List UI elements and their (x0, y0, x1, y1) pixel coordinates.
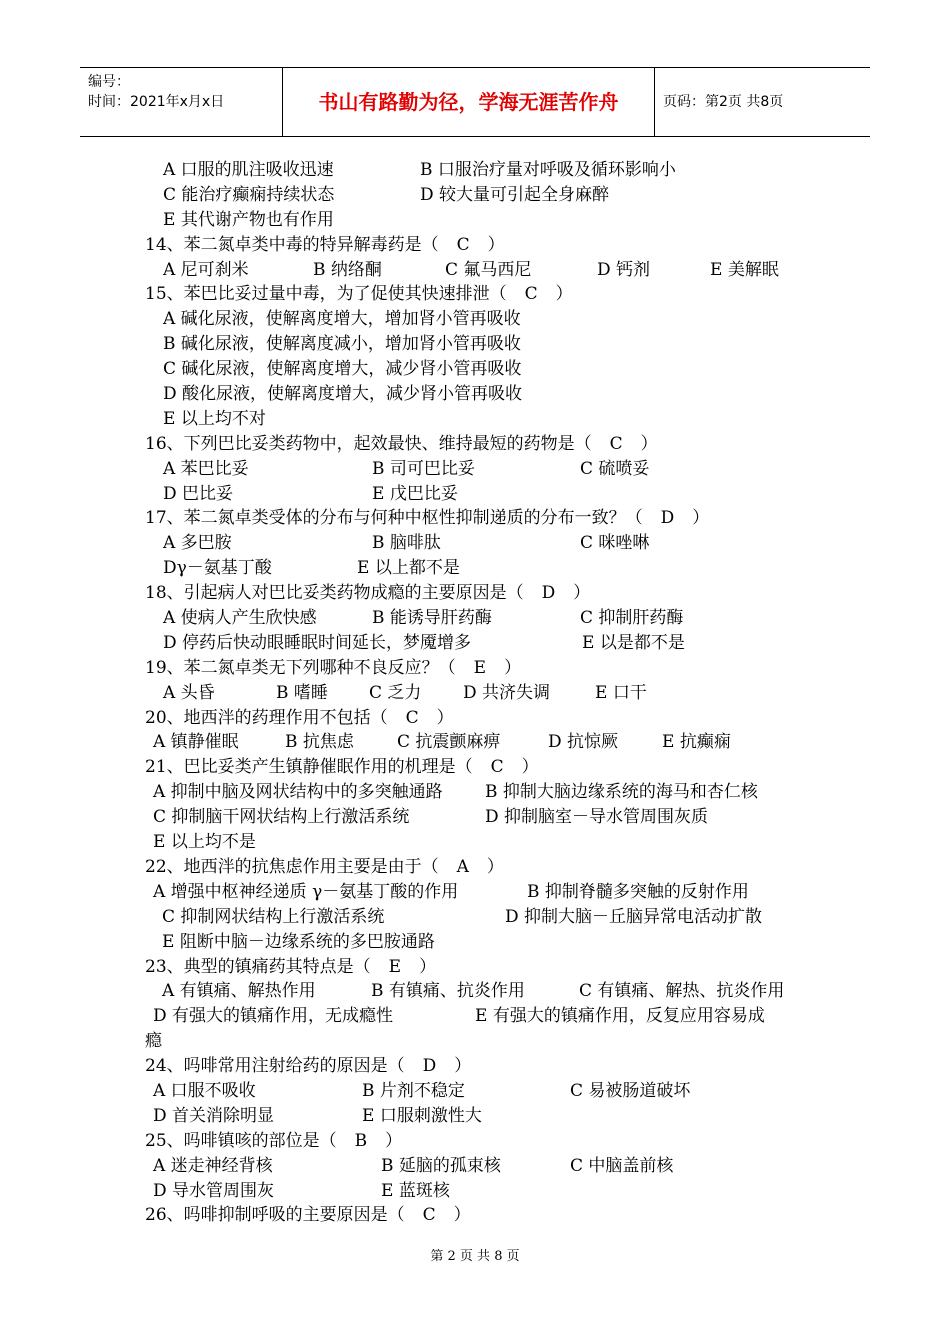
option-row (145, 307, 815, 332)
option-text: A 镇静催眠 (153, 732, 239, 753)
option-row (145, 905, 815, 930)
answer-letter: C (524, 284, 538, 305)
option-text: D 有强大的镇痛作用，无成瘾性 (153, 1006, 394, 1027)
question-stem (145, 1203, 815, 1228)
doc-date-label: 时间：2021年x月x日 (88, 94, 225, 110)
option-row (145, 158, 815, 183)
option-text: D 停药后快动眼睡眠时间延长，梦魇增多 (163, 632, 472, 653)
answer-letter: D (422, 1056, 437, 1077)
option-text: C 抑制肝药酶 (580, 608, 684, 629)
option-row (145, 531, 815, 556)
question-stem (145, 706, 815, 731)
option-text: E 有强大的镇痛作用，反复应用容易成 (475, 1006, 765, 1027)
option-text: C 碱化尿液，使解离度增大，减少肾小管再吸收 (163, 359, 522, 380)
option-row (145, 830, 815, 855)
option-text: B 口服治疗量对呼吸及循环影响小 (420, 160, 676, 180)
option-text: E 以上均不是 (153, 832, 256, 853)
question-close-paren: ） (436, 707, 454, 728)
question-stem (145, 1129, 815, 1154)
question-close-paren: ） (640, 433, 658, 454)
option-row (145, 1029, 815, 1054)
option-text: C 中脑盖前核 (570, 1155, 674, 1176)
question-text: 19、苯二氮卓类无下列哪种不良反应？（ (145, 657, 456, 678)
option-row (145, 805, 815, 830)
option-text: E 以上都不是 (357, 558, 460, 579)
option-row (145, 357, 815, 382)
option-text: B 有镇痛、抗炎作用 (371, 981, 525, 1002)
option-text: A 有镇痛、解热作用 (162, 981, 316, 1002)
question-close-paren: ） (454, 1056, 472, 1077)
question-close-paren: ） (385, 1130, 403, 1151)
answer-letter: C (456, 234, 470, 255)
option-text: D 共济失调 (463, 682, 551, 703)
question-text: 23、典型的镇痛药其特点是（ (145, 956, 371, 977)
option-text: B 抑制大脑边缘系统的海马和杏仁核 (485, 782, 758, 803)
question-close-paren: ） (453, 1205, 471, 1226)
option-text: B 延脑的孤束核 (381, 1155, 501, 1176)
option-row (145, 457, 815, 482)
option-text: E 以是都不是 (582, 632, 685, 653)
option-row (145, 183, 815, 208)
question-text: 25、吗啡镇咳的部位是（ (145, 1130, 337, 1151)
option-row (145, 681, 815, 706)
question-stem (145, 1054, 815, 1079)
option-text: A 尼可刹米 (163, 259, 249, 280)
doc-number-label: 编号： (88, 74, 130, 90)
page-header (80, 67, 870, 137)
option-text: E 口干 (595, 682, 647, 703)
question-text: 18、引起病人对巴比妥类药物成瘾的主要原因是（ (145, 583, 524, 604)
question-stem (145, 581, 815, 606)
option-text: A 使病人产生欣快感 (163, 608, 317, 629)
option-text: A 增强中枢神经递质 γ－氨基丁酸的作用 (153, 881, 459, 902)
page-footer: 第 2 页 共 8 页 (430, 1249, 520, 1264)
option-text: E 其代谢产物也有作用 (163, 209, 334, 230)
question-close-paren: ） (521, 757, 539, 778)
option-text: C 抑制脑干网状结构上行激活系统 (153, 807, 410, 828)
option-text: E 戊巴比妥 (372, 483, 458, 504)
option-text: E 阻断中脑－边缘系统的多巴胺通路 (162, 931, 435, 952)
option-text: A 迷走神经背核 (153, 1155, 273, 1176)
header-motto: 书山有路勤为径，学海无涯苦作舟 (283, 68, 655, 136)
answer-letter: C (490, 757, 504, 778)
option-text: B 片剂不稳定 (362, 1080, 465, 1101)
option-text: B 抗焦虑 (285, 732, 354, 753)
option-text: C 咪唑啉 (580, 533, 650, 554)
option-text: B 抑制脊髓多突触的反射作用 (527, 881, 749, 902)
header-page-info: 页码：第2页 共8页 (663, 94, 784, 110)
question-list (145, 158, 815, 1228)
option-text: E 美解眠 (710, 259, 779, 280)
option-text: C 有镇痛、解热、抗炎作用 (579, 981, 785, 1002)
option-row (145, 1154, 815, 1179)
option-row (145, 1004, 815, 1029)
question-stem (145, 855, 815, 880)
option-row (145, 407, 815, 432)
question-close-paren: ） (555, 284, 573, 305)
question-stem (145, 233, 815, 258)
option-text: C 硫喷妥 (580, 458, 650, 479)
question-close-paren: ） (487, 234, 505, 255)
option-text: B 司可巴比妥 (372, 458, 475, 479)
option-row (145, 780, 815, 805)
option-row (145, 880, 815, 905)
option-row (145, 332, 815, 357)
question-text: 24、吗啡常用注射给药的原因是（ (145, 1056, 405, 1077)
option-text: D 导水管周围灰 (153, 1180, 275, 1201)
option-text: A 抑制中脑及网状结构中的多突触通路 (153, 782, 443, 803)
option-row (145, 208, 815, 233)
answer-letter: A (456, 856, 469, 877)
option-text: A 头昏 (163, 682, 215, 703)
option-row (145, 1179, 815, 1204)
question-close-paren: ） (486, 856, 504, 877)
question-close-paren: ） (573, 583, 591, 604)
question-stem (145, 432, 815, 457)
question-text: 26、吗啡抑制呼吸的主要原因是（ (145, 1205, 405, 1226)
option-row (145, 1104, 815, 1129)
option-row (145, 382, 815, 407)
option-text: D 首关消除明显 (153, 1105, 275, 1126)
question-text: 14、苯二氮卓类中毒的特异解毒药是（ (145, 234, 439, 255)
option-text: E 蓝斑核 (381, 1180, 450, 1201)
option-text: A 多巴胺 (163, 533, 232, 554)
option-row (145, 258, 815, 283)
question-close-paren: ） (692, 508, 710, 529)
answer-letter: B (354, 1130, 368, 1151)
question-stem (145, 282, 815, 307)
option-text: Dγ－氨基丁酸 (163, 558, 272, 579)
option-text: C 氟马西尼 (445, 259, 532, 280)
option-text: C 抑制网状结构上行激活系统 (162, 906, 385, 927)
option-text: A 碱化尿液，使解离度增大，增加肾小管再吸收 (163, 309, 521, 330)
option-text: C 抗震颤麻痹 (397, 732, 501, 753)
option-row (145, 1079, 815, 1104)
header-meta (80, 68, 283, 136)
question-stem (145, 955, 815, 980)
option-row (145, 606, 815, 631)
question-close-paren: ） (419, 956, 437, 977)
answer-letter: C (405, 707, 419, 728)
answer-letter: E (388, 956, 402, 977)
question-stem (145, 656, 815, 681)
answer-letter: C (609, 433, 623, 454)
option-text: C 能治疗癫痫持续状态 (163, 184, 335, 205)
option-text: D 酸化尿液，使解离度增大，减少肾小管再吸收 (163, 384, 523, 405)
question-stem (145, 506, 815, 531)
option-row (145, 730, 815, 755)
option-row (145, 979, 815, 1004)
option-text: B 嗜睡 (276, 682, 328, 703)
question-text: 16、下列巴比妥类药物中，起效最快、维持最短的药物是（ (145, 433, 592, 454)
option-text: D 抑制脑室－导水管周围灰质 (485, 807, 709, 828)
question-close-paren: ） (504, 657, 522, 678)
option-row (145, 631, 815, 656)
option-text: D 较大量可引起全身麻醉 (420, 184, 610, 205)
answer-letter: E (473, 657, 487, 678)
option-text: C 乏力 (369, 682, 422, 703)
option-text: D 钙剂 (597, 259, 651, 280)
question-stem (145, 755, 815, 780)
question-text: 20、地西泮的药理作用不包括（ (145, 707, 388, 728)
option-text: A 口服的肌注吸收迅速 (163, 160, 334, 180)
option-text: C 易被肠道破坏 (570, 1080, 691, 1101)
option-text: D 巴比妥 (163, 483, 234, 504)
option-row (145, 556, 815, 581)
option-text: A 苯巴比妥 (163, 458, 249, 479)
option-text: 瘾 (145, 1031, 162, 1052)
option-text: D 抑制大脑－丘脑异常电活动扩散 (505, 906, 763, 927)
option-text: B 脑啡肽 (372, 533, 441, 554)
option-text: B 碱化尿液，使解离度减小，增加肾小管再吸收 (163, 334, 521, 355)
option-text: E 以上均不对 (163, 408, 266, 429)
option-text: E 口服刺激性大 (362, 1105, 482, 1126)
option-text: D 抗惊厥 (548, 732, 619, 753)
question-text: 21、巴比妥类产生镇静催眠作用的机理是（ (145, 757, 473, 778)
answer-letter: C (422, 1205, 436, 1226)
option-text: B 纳络酮 (313, 259, 382, 280)
option-row (145, 482, 815, 507)
option-text: B 能诱导肝药酶 (372, 608, 492, 629)
question-text: 15、苯巴比妥过量中毒，为了促使其快速排泄（ (145, 284, 507, 305)
option-row (145, 930, 815, 955)
answer-letter: D (660, 508, 675, 529)
option-text: A 口服不吸收 (153, 1080, 256, 1101)
question-text: 17、苯二氮卓类受体的分布与何种中枢性抑制递质的分布一致？（ (145, 508, 643, 529)
question-text: 22、地西泮的抗焦虑作用主要是由于（ (145, 856, 439, 877)
option-text: E 抗癫痫 (662, 732, 731, 753)
answer-letter: D (541, 583, 556, 604)
